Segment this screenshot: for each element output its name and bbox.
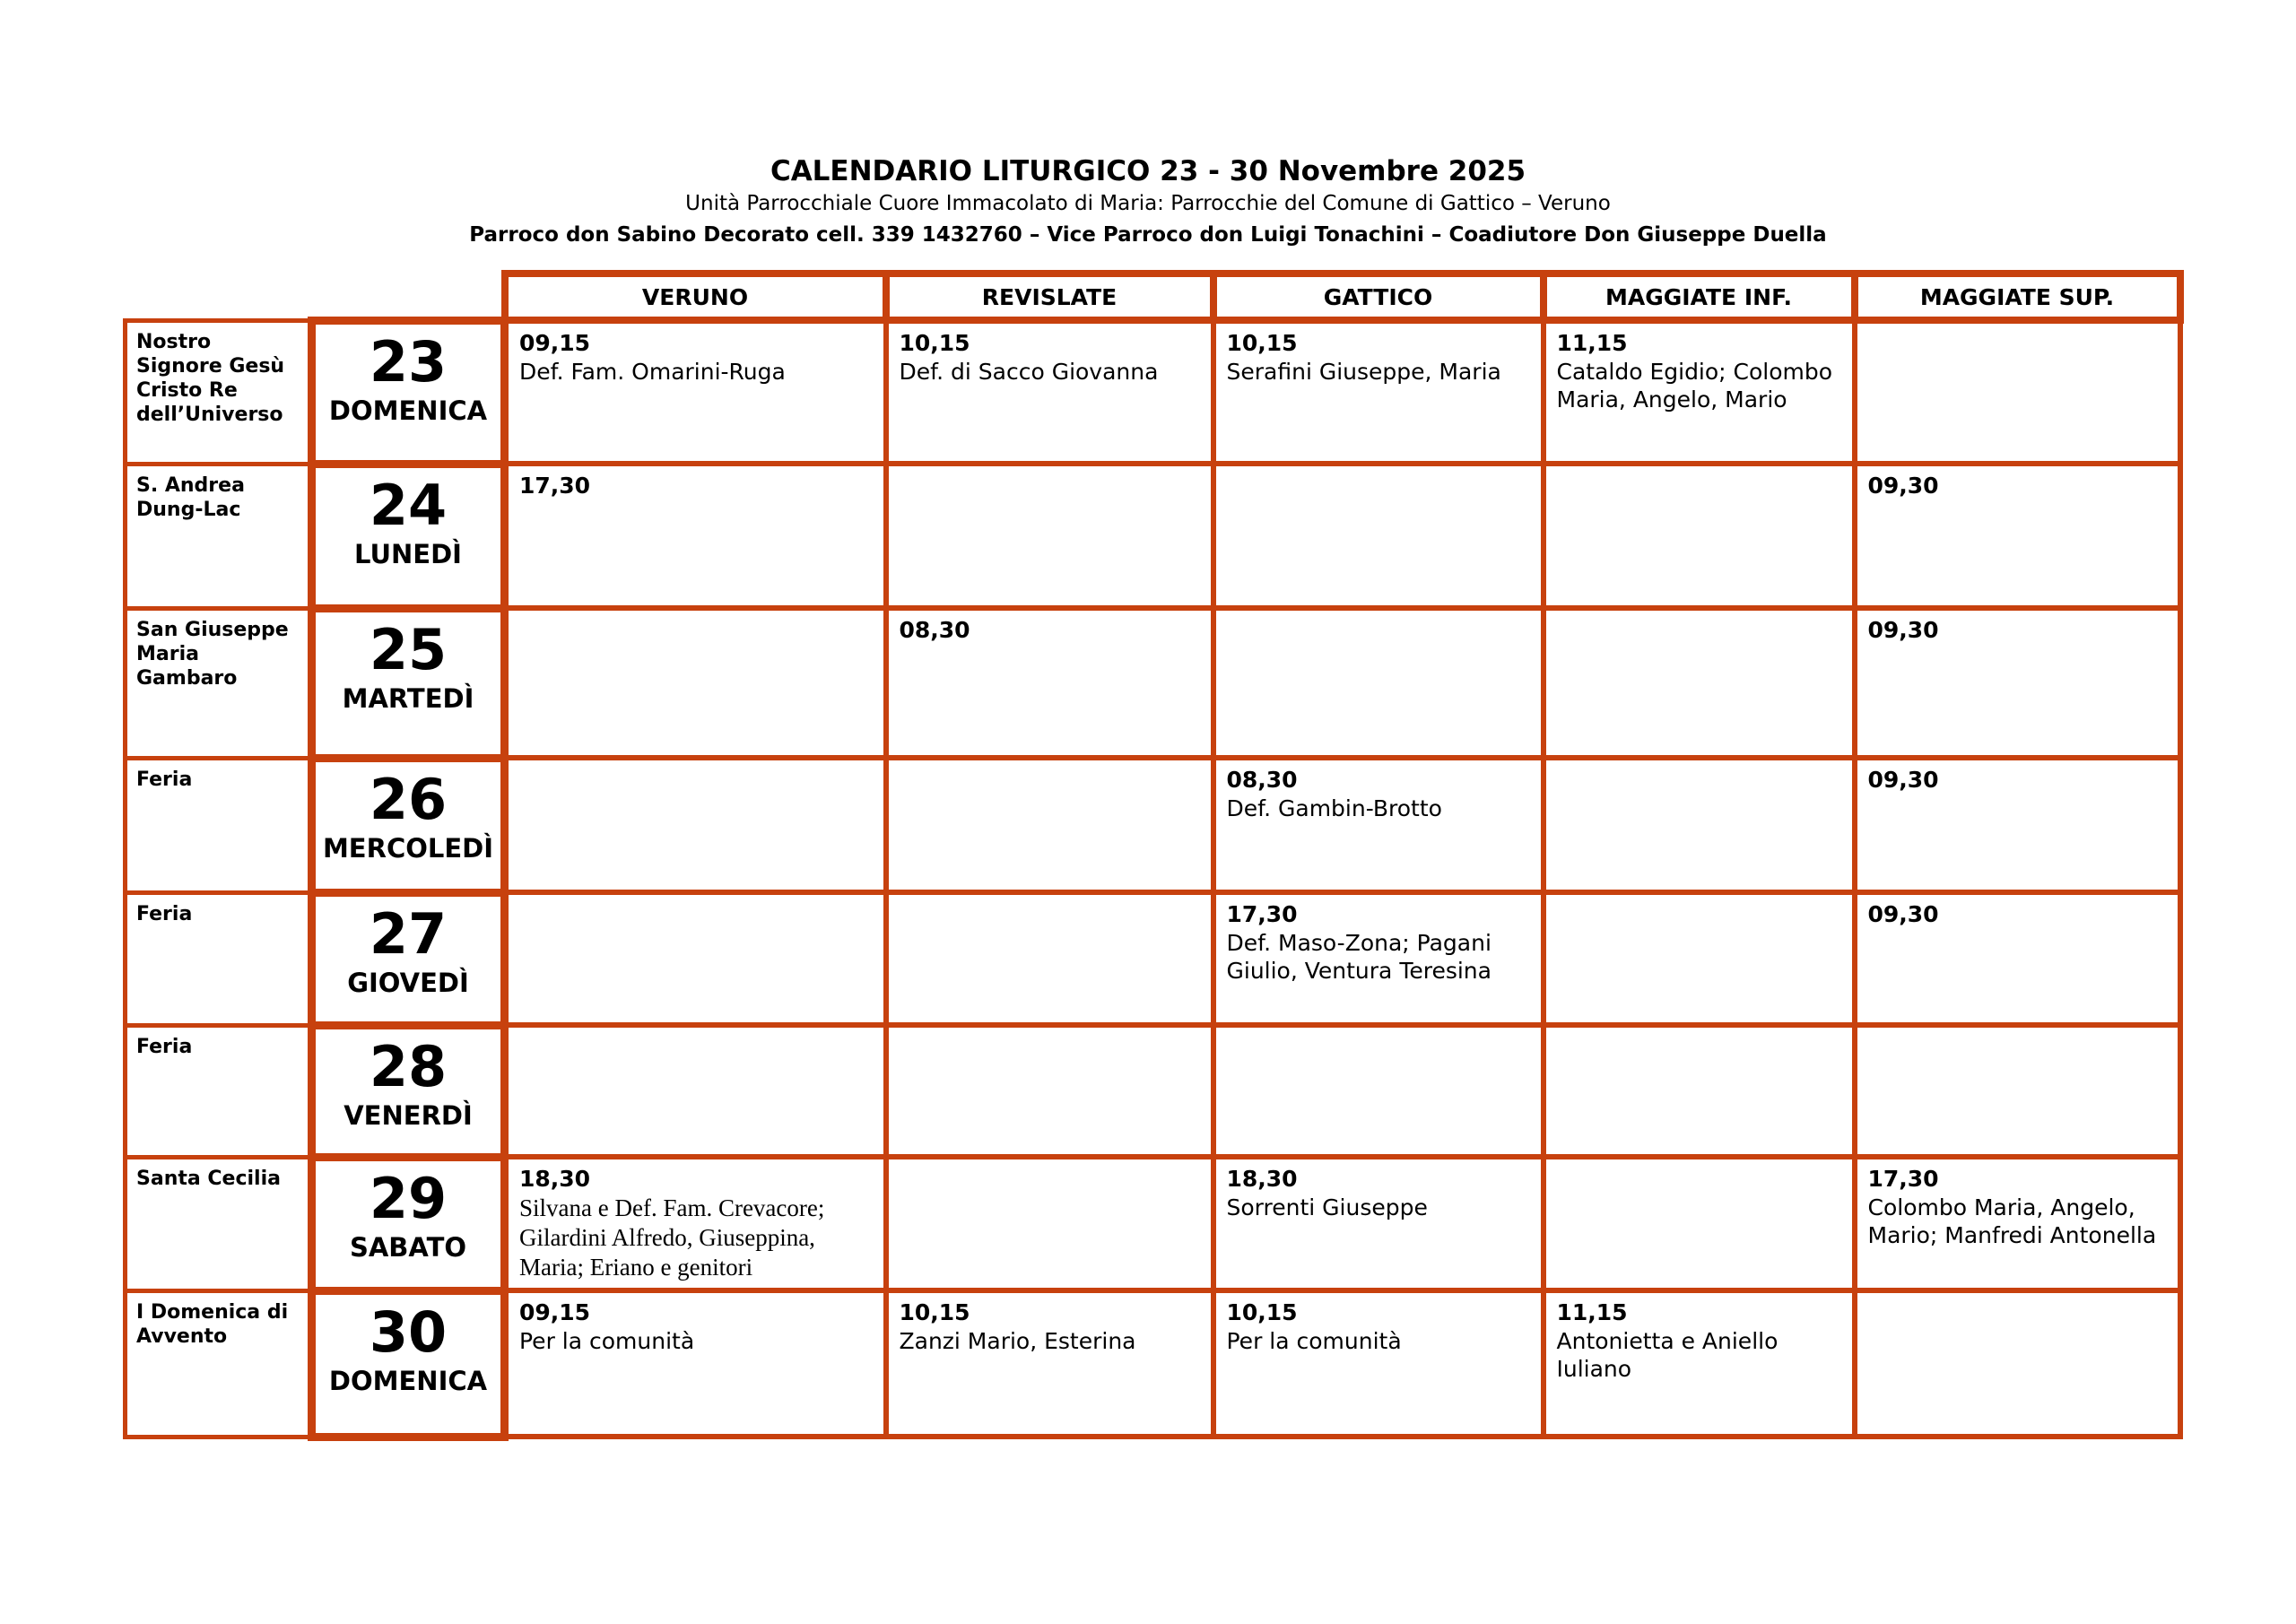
mass-time: 09,30 bbox=[1867, 617, 1939, 643]
mass-time: 11,15 bbox=[1556, 330, 1628, 356]
feast-name: S. Andrea Dung-Lac bbox=[136, 473, 245, 521]
mass-intentions: Silvana e Def. Fam. Crevacore; Gilardini Alfredo, Giuseppina, Maria; Eriano e genitori bbox=[519, 1194, 825, 1281]
mass-time bbox=[1557, 1033, 1843, 1042]
mass-time: 08,30 bbox=[1226, 767, 1298, 793]
mass-cell-revislate bbox=[886, 464, 1213, 608]
feast-cell bbox=[126, 464, 312, 608]
calendar-row-26 bbox=[126, 758, 2180, 892]
clergy-line: Parroco don Sabino Decorato cell. 339 1432760 – Vice Parroco don Luigi Tonachini – Coadiutore Don Giuseppe Duella bbox=[469, 223, 1827, 247]
mass-cell-gattico bbox=[1213, 464, 1544, 608]
feast-cell bbox=[126, 1157, 312, 1290]
weekday-label: DOMENICA bbox=[328, 1365, 488, 1396]
mass-time bbox=[900, 1165, 1202, 1174]
feast-name: Nostro Signore Gesù Cristo Re dell’Universo bbox=[136, 330, 285, 426]
mass-cell-maggiate-inf bbox=[1544, 758, 1855, 892]
mass-intentions: Def. Fam. Omarini-Ruga bbox=[519, 359, 786, 385]
mass-intentions: Def. Gambin-Brotto bbox=[1226, 795, 1442, 821]
mass-time bbox=[1557, 472, 1843, 481]
mass-time: 17,30 bbox=[519, 473, 591, 499]
mass-cell-veruno bbox=[505, 1025, 886, 1157]
day-number: 25 bbox=[369, 616, 448, 682]
mass-cell-maggiate-sup bbox=[1855, 464, 2180, 608]
mass-cell-gattico bbox=[1213, 1290, 1544, 1437]
mass-time: 08,30 bbox=[899, 617, 970, 643]
mass-cell-gattico bbox=[1213, 758, 1544, 892]
feast-cell bbox=[126, 1025, 312, 1157]
header-spacer bbox=[126, 274, 312, 320]
mass-cell-maggiate-sup bbox=[1855, 1157, 2180, 1290]
mass-time bbox=[1868, 1298, 2169, 1307]
column-header-row bbox=[126, 274, 2180, 320]
mass-cell-veruno bbox=[505, 758, 886, 892]
day-cell bbox=[312, 608, 505, 758]
day-number: 24 bbox=[369, 472, 448, 538]
mass-cell-maggiate-sup bbox=[1855, 1025, 2180, 1157]
mass-time bbox=[519, 1033, 874, 1042]
mass-time bbox=[900, 900, 1202, 909]
mass-cell-veruno bbox=[505, 1290, 886, 1437]
mass-cell-maggiate-inf bbox=[1544, 608, 1855, 758]
mass-cell-gattico bbox=[1213, 608, 1544, 758]
weekday-label: SABATO bbox=[349, 1231, 467, 1263]
mass-intentions: Colombo Maria, Angelo, Mario; Manfredi Antonella bbox=[1867, 1194, 2157, 1248]
mass-cell-gattico bbox=[1213, 1025, 1544, 1157]
mass-time: 17,30 bbox=[1226, 901, 1298, 927]
feast-name: Feria bbox=[136, 1035, 193, 1058]
day-number: 30 bbox=[369, 1298, 448, 1365]
mass-time bbox=[519, 900, 874, 909]
column-header-revislate: REVISLATE bbox=[886, 274, 1213, 320]
mass-cell-revislate bbox=[886, 758, 1213, 892]
page-subtitle: Unità Parrocchiale Cuore Immacolato di Maria: Parrocchie del Comune di Gattico – Veruno bbox=[685, 192, 1611, 215]
mass-time bbox=[1557, 766, 1843, 775]
mass-cell-maggiate-sup bbox=[1855, 758, 2180, 892]
weekday-label: MERCOLEDÌ bbox=[322, 832, 494, 864]
mass-time: 18,30 bbox=[519, 1166, 591, 1192]
feast-name: Feria bbox=[136, 902, 193, 925]
mass-cell-maggiate-inf bbox=[1544, 892, 1855, 1025]
day-cell bbox=[312, 1157, 505, 1290]
mass-cell-veruno bbox=[505, 320, 886, 464]
liturgical-calendar-table bbox=[123, 270, 2184, 1441]
mass-time bbox=[1868, 329, 2169, 338]
calendar-row-24 bbox=[126, 464, 2180, 608]
mass-intentions: Zanzi Mario, Esterina bbox=[899, 1328, 1136, 1354]
mass-time: 10,15 bbox=[1226, 330, 1298, 356]
mass-time: 18,30 bbox=[1226, 1166, 1298, 1192]
weekday-label: VENERDÌ bbox=[344, 1099, 473, 1131]
mass-cell-veruno bbox=[505, 608, 886, 758]
mass-cell-maggiate-sup bbox=[1855, 320, 2180, 464]
day-cell bbox=[312, 1290, 505, 1437]
feast-cell bbox=[126, 758, 312, 892]
day-number: 23 bbox=[369, 328, 448, 395]
mass-time bbox=[1868, 1033, 2169, 1042]
mass-cell-maggiate-inf bbox=[1544, 320, 1855, 464]
mass-cell-revislate bbox=[886, 892, 1213, 1025]
calendar-row-30 bbox=[126, 1290, 2180, 1437]
mass-cell-maggiate-sup bbox=[1855, 892, 2180, 1025]
day-number: 27 bbox=[369, 900, 448, 967]
mass-cell-revislate bbox=[886, 320, 1213, 464]
calendar-row-27 bbox=[126, 892, 2180, 1025]
mass-cell-revislate bbox=[886, 1290, 1213, 1437]
feast-cell bbox=[126, 320, 312, 464]
mass-cell-veruno bbox=[505, 892, 886, 1025]
day-cell bbox=[312, 464, 505, 608]
mass-cell-revislate bbox=[886, 608, 1213, 758]
mass-time: 09,15 bbox=[519, 330, 591, 356]
calendar-row-25 bbox=[126, 608, 2180, 758]
calendar-row-29 bbox=[126, 1157, 2180, 1290]
mass-time: 10,15 bbox=[899, 330, 970, 356]
mass-time: 09,30 bbox=[1867, 901, 1939, 927]
calendar-row-23 bbox=[126, 320, 2180, 464]
mass-intentions: Per la comunità bbox=[1226, 1328, 1402, 1354]
mass-intentions: Antonietta e Aniello Iuliano bbox=[1556, 1328, 1779, 1382]
mass-time: 09,30 bbox=[1867, 767, 1939, 793]
calendar-row-28 bbox=[126, 1025, 2180, 1157]
mass-intentions: Def. Maso-Zona; Pagani Giulio, Ventura Teresina bbox=[1226, 930, 1492, 984]
mass-intentions: Serafini Giuseppe, Maria bbox=[1226, 359, 1501, 385]
mass-time bbox=[1557, 1165, 1843, 1174]
column-header-maggiate-sup: MAGGIATE SUP. bbox=[1855, 274, 2180, 320]
day-cell bbox=[312, 320, 505, 464]
weekday-label: LUNEDÌ bbox=[354, 538, 462, 569]
weekday-label: GIOVEDÌ bbox=[347, 967, 469, 998]
mass-time: 09,30 bbox=[1867, 473, 1939, 499]
mass-cell-maggiate-inf bbox=[1544, 1157, 1855, 1290]
mass-cell-veruno bbox=[505, 1157, 886, 1290]
feast-name: I Domenica di Avvento bbox=[136, 1300, 289, 1348]
feast-name: San Giuseppe Maria Gambaro bbox=[136, 618, 289, 690]
mass-cell-gattico bbox=[1213, 892, 1544, 1025]
feast-cell bbox=[126, 892, 312, 1025]
mass-intentions: Per la comunità bbox=[519, 1328, 695, 1354]
mass-cell-gattico bbox=[1213, 1157, 1544, 1290]
mass-time: 10,15 bbox=[899, 1299, 970, 1325]
mass-cell-revislate bbox=[886, 1157, 1213, 1290]
mass-cell-maggiate-sup bbox=[1855, 1290, 2180, 1437]
mass-time bbox=[900, 472, 1202, 481]
mass-time bbox=[900, 766, 1202, 775]
feast-name: Santa Cecilia bbox=[136, 1167, 281, 1190]
day-number: 26 bbox=[369, 766, 448, 832]
mass-intentions: Cataldo Egidio; Colombo Maria, Angelo, Mario bbox=[1556, 359, 1833, 413]
mass-cell-maggiate-inf bbox=[1544, 464, 1855, 608]
day-number: 28 bbox=[369, 1033, 448, 1099]
mass-time bbox=[1227, 472, 1532, 481]
mass-time: 11,15 bbox=[1556, 1299, 1628, 1325]
mass-cell-veruno bbox=[505, 464, 886, 608]
weekday-label: MARTEDÌ bbox=[342, 682, 474, 714]
mass-cell-maggiate-sup bbox=[1855, 608, 2180, 758]
mass-time bbox=[1557, 900, 1843, 909]
column-header-gattico: GATTICO bbox=[1213, 274, 1544, 320]
mass-time: 17,30 bbox=[1867, 1166, 1939, 1192]
feast-cell bbox=[126, 1290, 312, 1437]
day-cell bbox=[312, 758, 505, 892]
mass-time bbox=[1227, 1033, 1532, 1042]
mass-cell-maggiate-inf bbox=[1544, 1025, 1855, 1157]
header-spacer bbox=[312, 274, 505, 320]
mass-time bbox=[519, 616, 874, 625]
mass-time: 10,15 bbox=[1226, 1299, 1298, 1325]
page-header bbox=[0, 0, 2296, 250]
mass-time bbox=[1557, 616, 1843, 625]
mass-intentions: Sorrenti Giuseppe bbox=[1226, 1194, 1428, 1220]
mass-cell-gattico bbox=[1213, 320, 1544, 464]
mass-time: 09,15 bbox=[519, 1299, 591, 1325]
feast-name: Feria bbox=[136, 768, 193, 791]
day-cell bbox=[312, 892, 505, 1025]
feast-cell bbox=[126, 608, 312, 758]
page-title: CALENDARIO LITURGICO 23 - 30 Novembre 2025 bbox=[770, 155, 1526, 187]
mass-time bbox=[900, 1033, 1202, 1042]
mass-time bbox=[1227, 616, 1532, 625]
mass-time bbox=[519, 766, 874, 775]
column-header-veruno: VERUNO bbox=[505, 274, 886, 320]
column-header-maggiate-inf: MAGGIATE INF. bbox=[1544, 274, 1855, 320]
mass-cell-maggiate-inf bbox=[1544, 1290, 1855, 1437]
mass-cell-revislate bbox=[886, 1025, 1213, 1157]
day-number: 29 bbox=[369, 1165, 448, 1231]
day-cell bbox=[312, 1025, 505, 1157]
weekday-label: DOMENICA bbox=[328, 395, 488, 426]
mass-intentions: Def. di Sacco Giovanna bbox=[899, 359, 1159, 385]
